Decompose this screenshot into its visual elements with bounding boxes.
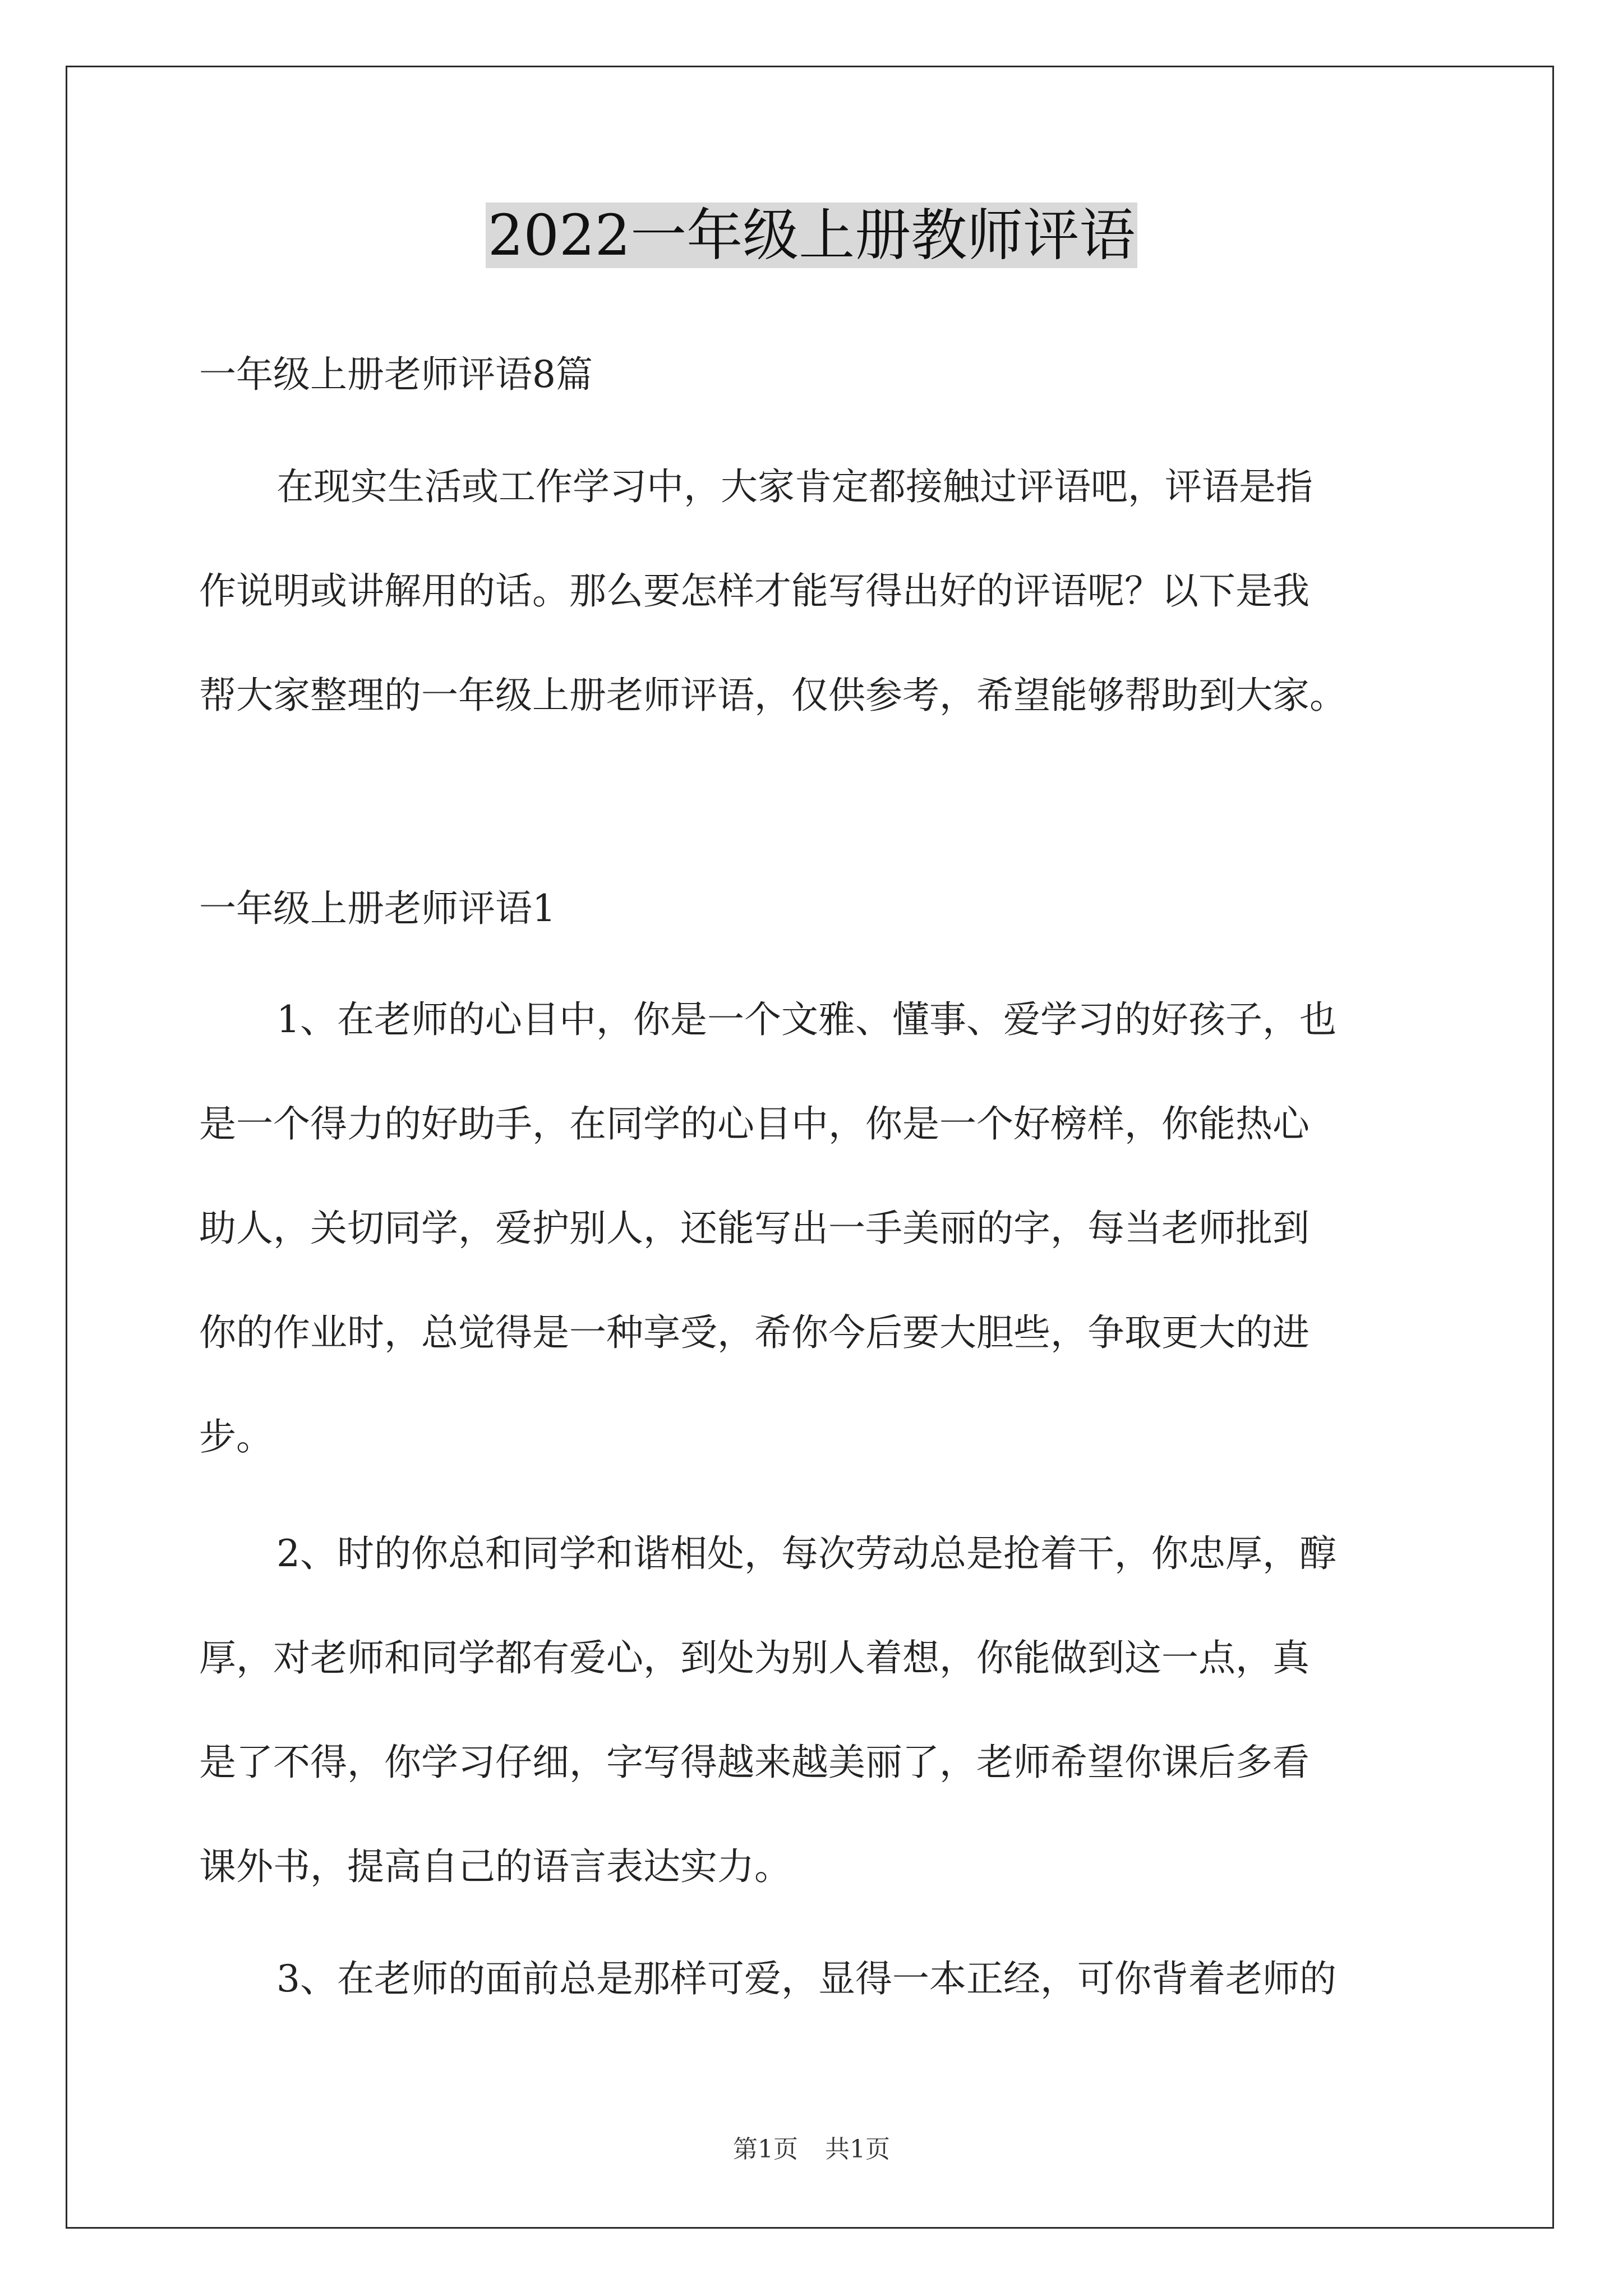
document-subtitle: 一年级上册老师评语8篇 [199,353,593,396]
item-2-line: 2、时的你总和同学和谐相处，每次劳动总是抢着干，你忠厚，醇 [276,1532,1336,1575]
item-1-line: 助人，关切同学，爱护别人，还能写出一手美丽的字，每当老师批到 [199,1207,1310,1250]
item-3-paragraph [199,1952,1433,2056]
section-heading: 一年级上册老师评语1 [199,887,556,930]
item-1-line: 步。 [199,1415,273,1458]
page-total: 共1页 [825,2135,890,2164]
item-2-line: 是了不得，你学习仔细，字写得越来越美丽了，老师希望你课后多看 [199,1741,1310,1784]
item-1-line: 你的作业时，总觉得是一种享受，希你今后要大胆些，争取更大的进 [199,1311,1310,1354]
document-title-text: 2022一年级上册教师评语 [486,203,1138,268]
document-title [0,196,1623,275]
intro-paragraph [199,460,1433,773]
item-2-line: 厚，对老师和同学都有爱心，到处为别人着想，你能做到这一点，真 [199,1636,1310,1680]
item-2-line: 课外书，提高自己的语言表达实力。 [199,1845,791,1888]
item-2-paragraph [199,1527,1433,1944]
page-number: 第1页 [733,2135,798,2164]
item-1-line: 是一个得力的好助手，在同学的心目中，你是一个好榜样，你能热心 [199,1102,1310,1145]
item-1-paragraph [199,993,1433,1515]
item-1-line: 1、在老师的心目中，你是一个文雅、懂事、爱学习的好孩子，也 [276,998,1336,1041]
intro-line: 在现实生活或工作学习中，大家肯定都接触过评语吧，评语是指 [276,465,1313,508]
intro-line: 作说明或讲解用的话。那么要怎样才能写得出好的评语呢？以下是我 [199,569,1310,613]
page-footer [0,2129,1623,2165]
intro-line: 帮大家整理的一年级上册老师评语，仅供参考，希望能够帮助到大家。 [199,674,1347,717]
item-3-line: 3、在老师的面前总是那样可爱，显得一本正经，可你背着老师的 [276,1957,1336,2000]
